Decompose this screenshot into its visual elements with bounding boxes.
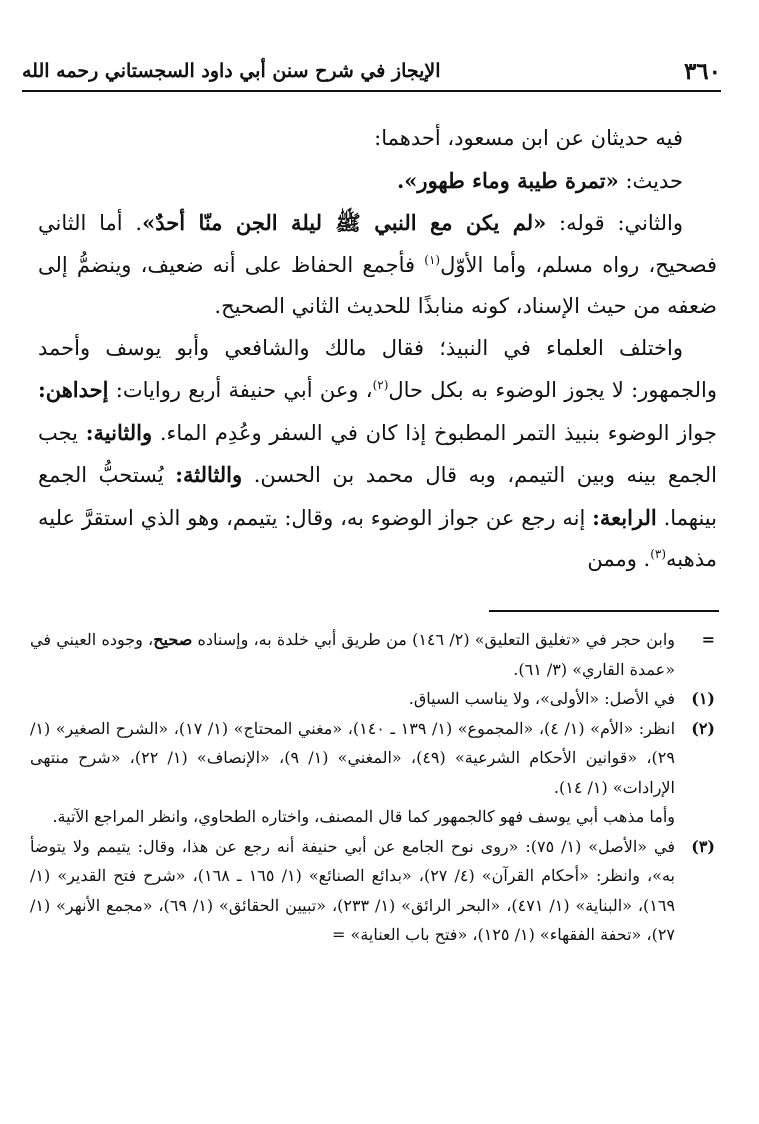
continuation-text — [30, 625, 675, 684]
hadith-quote-2: «لم يكن مع النبي ﷺ ليلة الجن منّا أحدٌ» — [142, 210, 547, 235]
paragraph-3-end: فأجمع الحفاظ على أنه ضعيف، وينضمُّ إلى ضعفه من حيث الإسناد، كونه منابذًا للحديث الثاني الصحيح. — [38, 252, 717, 318]
footnote-ref-1[interactable]: (١) — [424, 252, 441, 267]
paragraph-4-c: جواز الوضوء بنبيذ التمر المطبوخ إذا كان في السفر وعُدِم الماء. — [152, 420, 717, 445]
footnote-1 — [30, 684, 715, 714]
footnote-ref-2[interactable]: (٢) — [372, 378, 389, 392]
paragraph-2 — [38, 160, 717, 203]
footnote-3-text: في «الأصل» (١/ ٧٥): «روى نوح الجامع عن أبي حنيفة أنه رجع عن هذا، وقال: يتيمم ولا يتوضأ به»، وانظر: «أحكام القرآن» (٤/ ٢٧)، «بدائع الصنائع» (١/ ١٦٥ ـ ١٦٨)، «شرح فتح القدير» (١/ ١٦٩)، «البناية» (١/ ٤٧١)، «البحر الرائق» (١/ ٢٣٣)، «تبيين الحقائق» (١/ ٦٩)، «مجمع الأنهر» (١/ ٢٧)، «تحفة الفقهاء» (١/ ١٢٥)، «فتح باب العناية» = — [30, 836, 676, 944]
hadith-quote-1: «تمرة طيبة وماء طهور». — [397, 167, 619, 193]
paragraph-2-lead: حديث: — [618, 168, 683, 193]
paragraph-3-lead: والثاني: قوله: — [546, 211, 683, 235]
footnote-1-text: في الأصل: «الأولى»، ولا يناسب السياق. — [408, 689, 675, 708]
continuation-text-a: وابن حجر في «تغليق التعليق» (٢/ ١٤٦) من طريق أبي خلدة به، وإسناده — [192, 630, 676, 649]
paragraph-4-a: واختلف العلماء في النبيذ؛ فقال مالك والشافعي وأبو يوسف وأحمد والجمهور: لا يجوز الوضوء به بكل حال — [38, 335, 717, 402]
paragraph-4-b: ، وعن أبي حنيفة أربع روايات: — [108, 378, 373, 402]
paragraph-3 — [38, 202, 717, 328]
narration-label-3: والثالثة: — [175, 462, 243, 487]
footnote-separator — [489, 610, 719, 612]
paragraph-4-e: يُستحبُّ الجمع بينهما. — [38, 463, 717, 530]
paragraph-1-text: فيه حديثان عن ابن مسعود، أحدهما: — [374, 126, 683, 150]
paragraph-4-g: . وممن — [587, 547, 651, 571]
footnote-3 — [30, 832, 715, 950]
narration-label-4: الرابعة: — [592, 504, 657, 530]
page-header — [22, 58, 721, 92]
paragraph-1 — [38, 118, 717, 160]
continuation-text-b: ، وجوده العيني في «عمدة القاري» (٣/ ٦١). — [30, 630, 675, 679]
paragraph-4 — [38, 328, 717, 581]
footnote-3-number: (٣) — [691, 836, 715, 856]
main-text — [38, 118, 717, 581]
continuation-marker: = — [701, 630, 715, 649]
narration-label-2: والثانية: — [85, 419, 153, 445]
narration-label-1: إحداهن: — [38, 377, 109, 402]
paragraph-4-d: يجب الجمع بينه وبين التيمم، وبه قال محمد بن الحسن. — [38, 420, 717, 487]
footnote-1-number: (١) — [691, 689, 715, 708]
continuation-bold: صحيح — [153, 630, 193, 649]
footnote-ref-3[interactable]: (٣) — [650, 547, 667, 561]
footnotes — [30, 625, 715, 950]
footnote-2-number: (٢) — [691, 718, 715, 738]
footnote-continuation — [30, 625, 715, 684]
paragraph-3-mid: . أما الثاني فصحيح، رواه مسلم، وأما الأوّل — [38, 211, 717, 277]
footnote-2-text: انظر: «الأم» (١/ ٤)، «المجموع» (١/ ١٣٩ ـ ١٤٠)، «مغني المحتاج» (١/ ١٧)، «الشرح الصغير» (١/ ٢٩)، «قوانين الأحكام الشرعية» (٤٩)، «المغني» (١/ ٩)، «الإنصاف» (١/ ٢٢)، «شرح منتهى الإرادات» (١/ ١٤). — [30, 718, 676, 797]
footnote-2-subparagraph: وأما مذهب أبي يوسف فهو كالجمهور كما قال المصنف، واختاره الطحاوي، وانظر المراجع الآتية. — [52, 807, 675, 826]
running-title: الإيجاز في شرح سنن أبي داود السجستاني رحمه الله — [22, 60, 441, 82]
footnote-2 — [30, 714, 715, 803]
paragraph-4-f: إنه رجع عن جواز الوضوء به، وقال: يتيمم، وهو الذي استقرَّ عليه مذهبه — [38, 505, 717, 571]
page-number: ٣٦٠ — [683, 58, 721, 85]
